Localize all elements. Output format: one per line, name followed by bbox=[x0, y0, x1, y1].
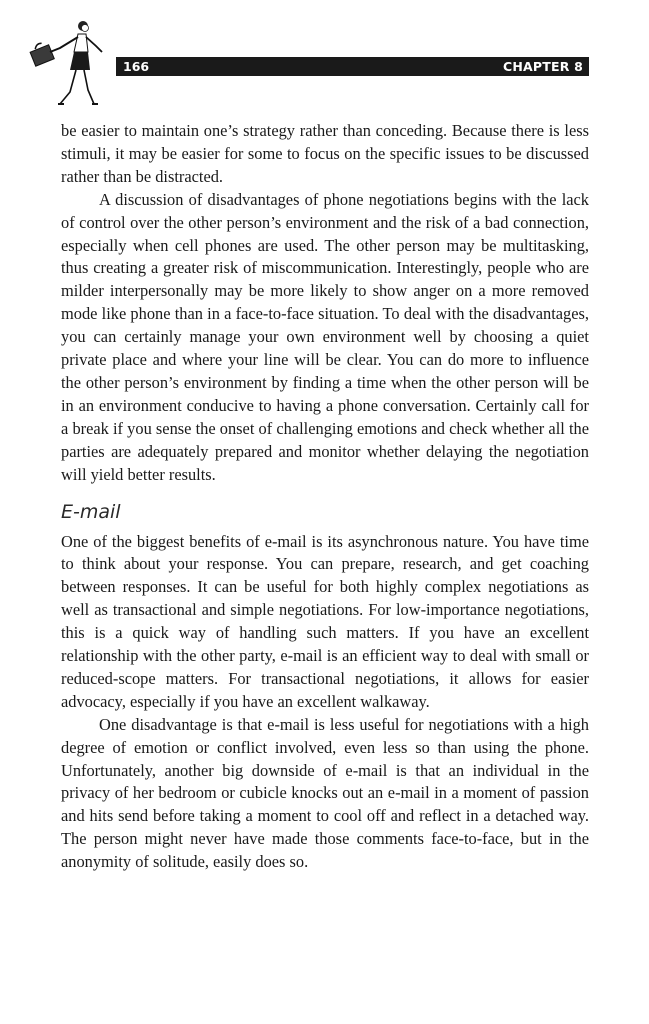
businesswoman-illustration bbox=[26, 18, 108, 108]
paragraph-phone-disadvantages: A discussion of disadvantages of phone negotiations begins with the lack of control over the other person’s environment and the risk of a bad connection, especially when cell phones are used. The other person may be multitasking, thus creating a greater risk of miscommunication. Interestingly, people who are milder interpersonally may be more likely to show anger on a more removed mode like phone than in a face-to-face situation. To deal with the disadvantages, you can certainly manage your own environment well by choosing a quiet private place and where your line will be clear. You can do more to influence the other person’s environment by finding a time when the other person will be in an environment conducive to having a phone conversation. Certainly call for a break if you sense the onset of challenging emotions and check whether all the parties are adequately prepared and monitor whether delaying the negotiation will yield better results. bbox=[61, 189, 589, 484]
chapter-label: CHAPTER 8 bbox=[502, 59, 583, 74]
paragraph-email-benefits: One of the biggest benefits of e-mail is its asynchronous nature. You have time to think about your response. You can prepare, research, and get coaching between responses. It can be useful for both highly complex negotiations as well as transactional and simple negotiations. For low-importance negotiations, this is a quick way of handling such matters. If you have an excellent relationship with the other party, e-mail is an efficient way to deal with small or reduced-scope matters. For transactional negotiations, it allows for easier advocacy, especially if you have an excellent walkaway. bbox=[61, 531, 589, 711]
page-body bbox=[61, 120, 589, 874]
section-heading-email: E-mail bbox=[61, 500, 121, 523]
page-number: 166 bbox=[123, 59, 150, 74]
running-header bbox=[116, 57, 589, 76]
briefcase-icon bbox=[30, 43, 54, 66]
paragraph-continued: be easier to maintain one’s strategy rather than conceding. Because there is less stimuli, it may be easier for some to focus on the specific issues to be discussed rather than be distracted. bbox=[61, 121, 589, 186]
paragraph-email-disadvantages: One disadvantage is that e-mail is less useful for negotiations with a high degree of emotion or conflict involved, even less so than using the phone. Unfortunately, another big downside of e-mail is that an individual in the privacy of her bedroom or cubicle knocks out an e-mail in a moment of passion and hits send before taking a moment to cool off and reflect in a detached way. The person might never have made those comments face-to-face, but in the anonymity of solitude, easily does so. bbox=[61, 714, 589, 872]
